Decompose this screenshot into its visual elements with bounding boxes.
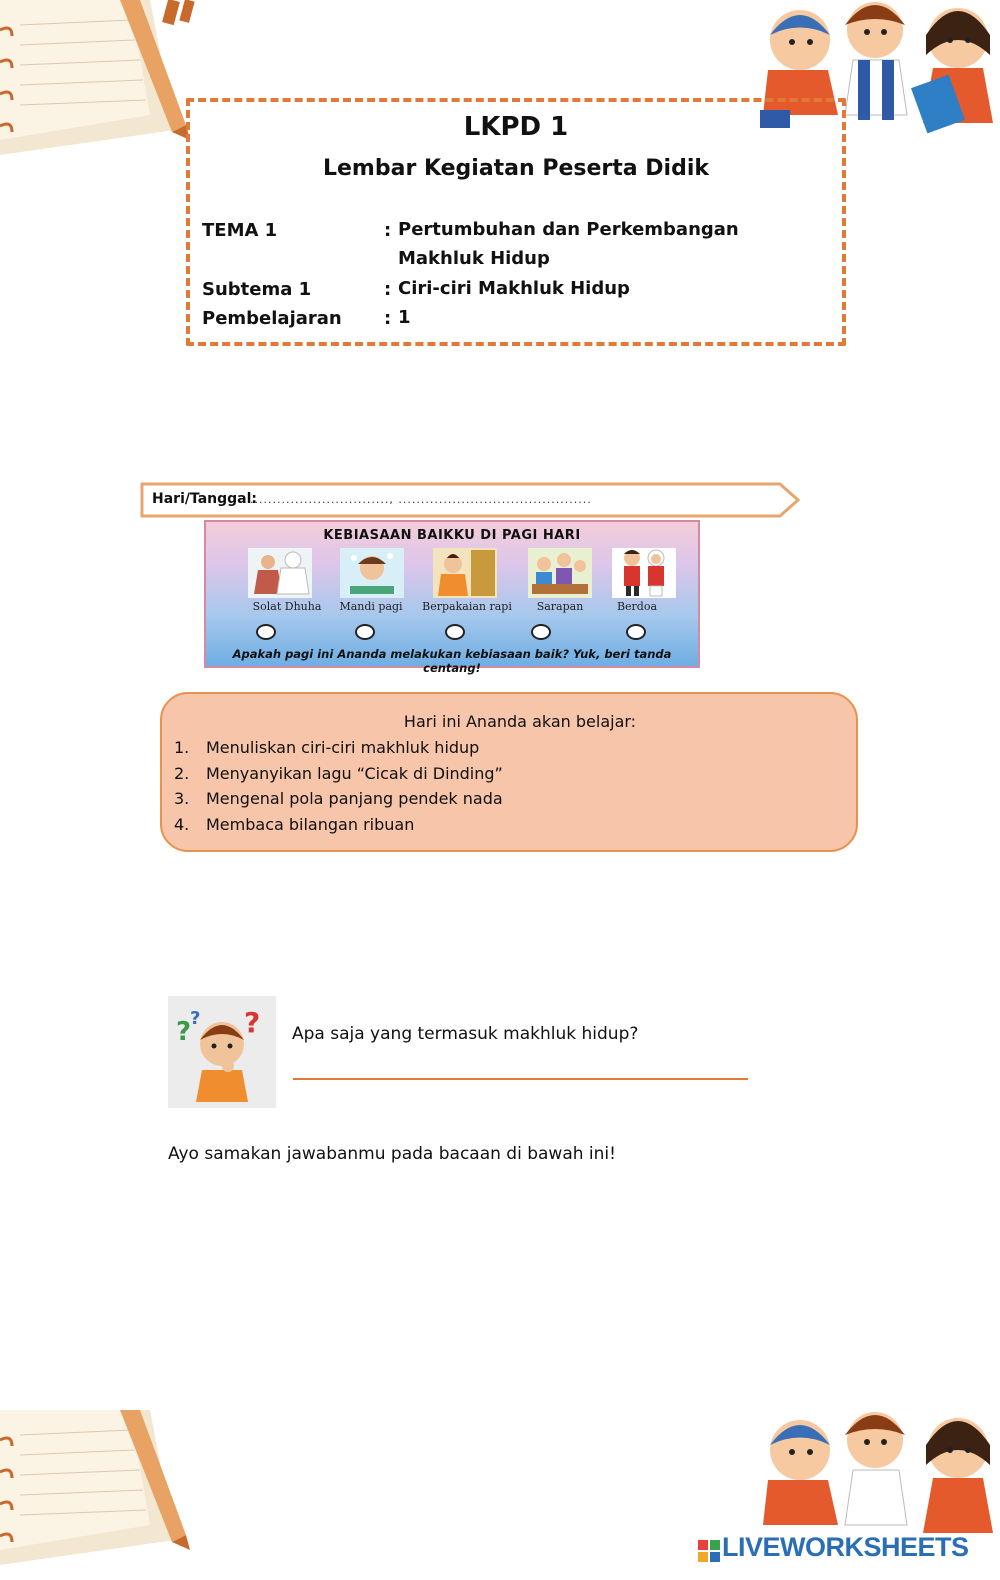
- habit-label-berdoa: Berdoa: [616, 600, 658, 613]
- objective-item: Menyanyikan lagu “Cicak di Dinding”: [206, 764, 503, 783]
- habit-radio-solat-dhuha[interactable]: [256, 624, 276, 640]
- notebook-decoration-bottom: [0, 1410, 200, 1580]
- habit-radio-berpakaian-rapi[interactable]: [445, 624, 465, 640]
- bathing-icon: [340, 548, 404, 598]
- objectives-heading: Hari ini Ananda akan belajar:: [403, 712, 637, 731]
- subtema-value: Ciri-ciri Makhluk Hidup: [398, 278, 630, 299]
- habit-label-berpakaian-rapi: Berpakaian rapi: [422, 600, 512, 613]
- breakfast-icon: [528, 548, 592, 598]
- svg-text:?: ?: [176, 1017, 192, 1047]
- notebook-decoration: [0, 0, 200, 170]
- objective-item: Menuliskan ciri-ciri makhluk hidup: [206, 738, 480, 757]
- instruction-text: Ayo samakan jawabanmu pada bacaan di bawah ini!: [168, 1144, 616, 1164]
- question-text: Apa saja yang termasuk makhluk hidup?: [292, 1024, 639, 1044]
- svg-text:?: ?: [190, 1008, 201, 1029]
- dressing-icon: [433, 548, 497, 598]
- habit-label-solat-dhuha: Solat Dhuha: [252, 600, 322, 613]
- habits-title: KEBIASAAN BAIKKU DI PAGI HARI: [323, 528, 581, 543]
- objective-number: 1.: [174, 738, 190, 757]
- habit-radio-berdoa[interactable]: [626, 624, 646, 640]
- date-field[interactable]: ..............................., ...........................................: [250, 493, 592, 506]
- thinking-boy-icon: [168, 996, 276, 1108]
- page-subtitle: Lembar Kegiatan Peserta Didik: [322, 156, 710, 181]
- kids-illustration-bottom: [730, 1410, 1000, 1535]
- habit-radio-sarapan[interactable]: [531, 624, 551, 640]
- habit-radio-mandi-pagi[interactable]: [355, 624, 375, 640]
- praying-icon: [248, 548, 312, 598]
- objective-number: 2.: [174, 764, 190, 783]
- habit-label-sarapan: Sarapan: [536, 600, 584, 613]
- objective-number: 3.: [174, 789, 190, 808]
- tema-value: Pertumbuhan dan Perkembangan Makhluk Hidup: [398, 219, 739, 269]
- answer-field[interactable]: [293, 1078, 748, 1080]
- pembelajaran-colon: :: [384, 308, 392, 329]
- watermark: LIVEWORKSHEETS: [722, 1532, 969, 1562]
- subtema-label: Subtema 1: [202, 279, 312, 300]
- svg-text:?: ?: [244, 1006, 261, 1039]
- liveworksheets-logo-icon: [698, 1540, 720, 1562]
- habit-label-mandi-pagi: Mandi pagi: [339, 600, 403, 613]
- pembelajaran-value: 1: [398, 307, 411, 328]
- date-label: Hari/Tanggal:: [152, 491, 258, 507]
- subtema-colon: :: [384, 279, 392, 300]
- habits-prompt: Apakah pagi ini Ananda melakukan kebiasaan baik? Yuk, beri tanda centang!: [232, 647, 672, 675]
- objective-item: Membaca bilangan ribuan: [206, 815, 415, 834]
- tema-label: TEMA 1: [202, 220, 278, 241]
- objective-item: Mengenal pola panjang pendek nada: [206, 789, 503, 808]
- tema-colon: :: [384, 220, 392, 241]
- objective-number: 4.: [174, 815, 190, 834]
- praying-kids-icon: [612, 548, 676, 598]
- pembelajaran-label: Pembelajaran: [202, 308, 342, 329]
- page-title: LKPD 1: [463, 112, 569, 142]
